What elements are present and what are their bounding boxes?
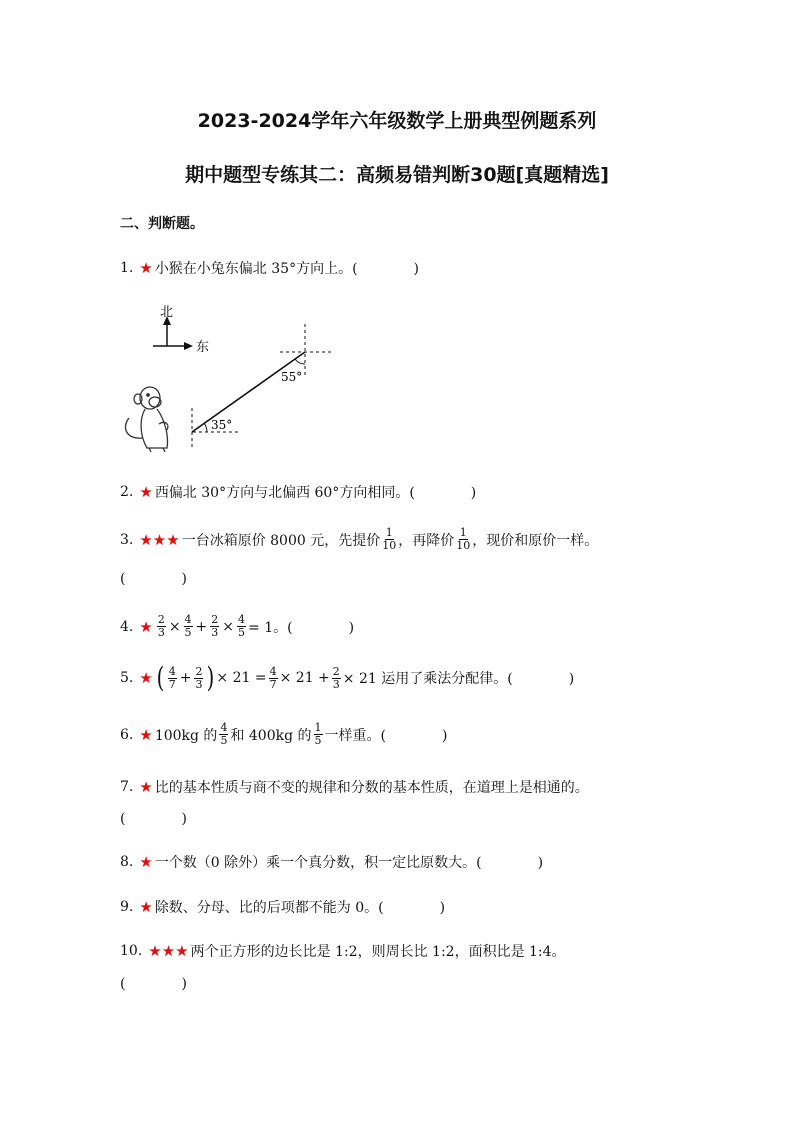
fraction: $\frac{2}{3}$	[211, 613, 219, 639]
star-icon: ★★★	[148, 942, 189, 960]
answer-bracket[interactable]: ( )	[120, 976, 187, 992]
question-number: 9.	[120, 899, 134, 915]
question-text: 100kg 的	[154, 727, 218, 744]
question-text: 一台冰箱原价 8000 元，先提价	[181, 532, 381, 549]
question-9	[120, 897, 445, 917]
question-text: 和 400kg 的	[230, 727, 312, 744]
fraction: $\frac{4}{5}$	[184, 613, 192, 639]
question-text: 除数、分母、比的后项都不能为 0。( )	[154, 900, 446, 916]
question-number: 1.	[120, 260, 134, 276]
north-label: 北	[160, 305, 174, 320]
angle-35-label: 35°	[211, 418, 233, 432]
star-icon: ★	[139, 778, 153, 796]
fraction: $\frac{4}{7}$	[269, 664, 277, 691]
fraction: $\frac{2}{3}$	[195, 664, 203, 691]
answer-bracket[interactable]: ( )	[120, 571, 187, 587]
doc-title: 2023-2024学年六年级数学上册典型例题系列	[197, 110, 597, 132]
east-label: 东	[196, 340, 210, 355]
question-text: 一个数（0 除外）乘一个真分数，积一定比原数大。( )	[154, 855, 544, 871]
question-text: 小猴在小兔东偏北 35°方向上。( )	[154, 261, 419, 277]
question-2	[120, 482, 476, 502]
question-text: 西偏北 30°方向与北偏西 60°方向相同。( )	[154, 485, 477, 501]
question-4: 4. ★ $\frac{2}{3}$ × $\frac{4}{5}$ + $\frac{2}{3}$ × $\frac{4}{5}$ = 1。( )	[120, 613, 355, 639]
question-text: 一样重。( )	[324, 727, 448, 744]
question-7	[120, 777, 589, 797]
star-icon: ★	[139, 617, 153, 636]
fraction: $\frac{2}{3}$	[157, 613, 165, 639]
question-text: 两个正方形的边长比是 1:2，则周长比 1:2，面积比是 1:4。	[190, 944, 566, 960]
question-text: ，再降价	[398, 532, 455, 549]
fraction: $\frac{4}{7}$	[168, 664, 176, 691]
angle-55-label: 55°	[281, 370, 303, 384]
question-text: × 21 运用了乘法分配律。( )	[342, 671, 575, 687]
question-number: 6.	[120, 726, 134, 743]
fraction: $\frac{4}{5}$	[238, 613, 246, 639]
question-8	[120, 852, 543, 872]
question-number: 5.	[120, 670, 134, 686]
question-6	[120, 722, 447, 747]
question-3	[120, 527, 598, 552]
fraction: $\frac{1}{10}$	[456, 526, 471, 552]
doc-subtitle: 期中题型专练其二：高频易错判断30题[真题精选]	[185, 164, 609, 186]
answer-bracket[interactable]: ( )	[120, 811, 187, 827]
question-number: 10.	[120, 943, 143, 959]
star-icon: ★	[139, 669, 153, 687]
fraction: $\frac{4}{5}$	[220, 721, 228, 747]
star-icon: ★	[139, 853, 153, 871]
star-icon: ★	[139, 725, 153, 744]
star-icon: ★	[139, 259, 153, 277]
star-icon: ★	[139, 483, 153, 501]
question-5: 5. ★ ( $\frac{4}{7}$ + $\frac{2}{3}$ ) × 21 = $\frac{4}{7}$ × 21 + $\frac{2}{3}$ × 21 运用了乘法分配律。( )	[120, 661, 575, 694]
question-10	[120, 941, 566, 961]
direction-diagram	[115, 298, 345, 458]
fraction: $\frac{2}{3}$	[332, 664, 340, 691]
question-number: 7.	[120, 779, 134, 795]
question-number: 4.	[120, 618, 134, 635]
fraction: $\frac{1}{5}$	[314, 721, 322, 747]
question-number: 3.	[120, 531, 134, 548]
question-text: 比的基本性质与商不变的规律和分数的基本性质，在道理上是相通的。	[154, 780, 589, 796]
question-text: = 1。( )	[248, 619, 355, 636]
monkey-icon	[125, 387, 167, 452]
question-1	[120, 258, 419, 278]
question-text: ，现价和原价一样。	[472, 532, 599, 549]
fraction: $\frac{1}{10}$	[382, 526, 397, 552]
east-arrow-icon	[184, 342, 193, 350]
star-icon: ★★★	[139, 530, 180, 549]
question-number: 8.	[120, 854, 134, 870]
section-heading: 二、判断题。	[120, 216, 204, 232]
star-icon: ★	[139, 898, 153, 916]
question-number: 2.	[120, 484, 134, 500]
